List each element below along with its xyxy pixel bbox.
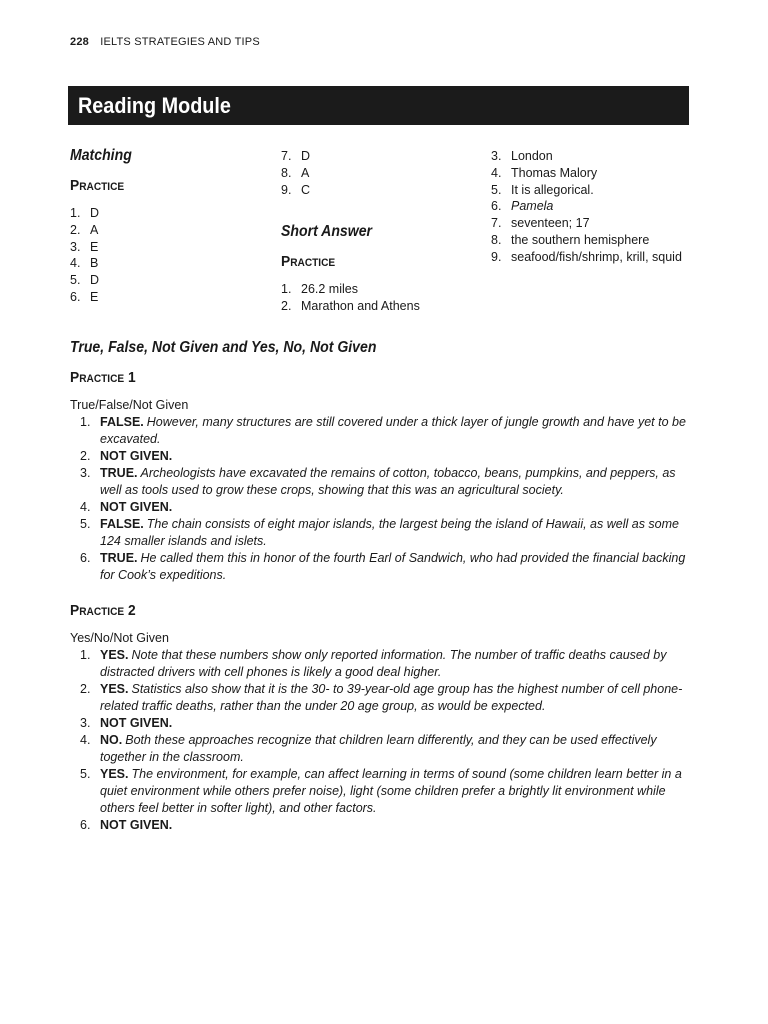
matching-answer bbox=[70, 255, 99, 272]
matching-answer bbox=[281, 165, 310, 182]
item-value: D bbox=[90, 206, 100, 220]
answer-explanation: The environment, for example, can affect learning in terms of sound (some children learn better in a quiet environment while others prefer noise), light (some children prefer a brightly lit environment while others feel better in softer light), and other factors. bbox=[100, 767, 682, 815]
item-number: 1. bbox=[281, 282, 292, 296]
short-answer-item bbox=[491, 148, 682, 165]
answer-number: 5. bbox=[80, 767, 91, 781]
answer-number: 4. bbox=[80, 733, 91, 747]
answer-item bbox=[70, 715, 692, 732]
answer-item bbox=[70, 448, 692, 465]
answer-verdict: NO. bbox=[100, 733, 123, 747]
answer-number: 2. bbox=[80, 449, 91, 463]
item-value: seventeen; 17 bbox=[511, 216, 590, 231]
answer-number: 3. bbox=[80, 716, 91, 730]
item-value: C bbox=[301, 182, 311, 197]
answer-verdict: NOT GIVEN. bbox=[100, 449, 173, 463]
matching-practice-wrap bbox=[70, 177, 129, 195]
item-number: 9. bbox=[491, 249, 502, 264]
short-answer-practice-label: Practice bbox=[281, 253, 336, 270]
answer-number: 5. bbox=[80, 517, 91, 531]
answer-item bbox=[70, 647, 692, 681]
answer-number: 6. bbox=[80, 551, 91, 565]
answer-number: 4. bbox=[80, 500, 91, 514]
item-number: 7. bbox=[281, 149, 292, 163]
item-value: A bbox=[301, 165, 310, 180]
item-value: It is allegorical. bbox=[511, 182, 594, 197]
matching-answer bbox=[70, 222, 99, 239]
item-value: Marathon and Athens bbox=[301, 298, 420, 313]
matching-answers-col1 bbox=[70, 205, 99, 306]
item-number: 2. bbox=[70, 222, 81, 237]
answer-number: 2. bbox=[80, 682, 91, 696]
item-number: 9. bbox=[281, 182, 292, 197]
item-number: 3. bbox=[70, 239, 81, 254]
answer-item bbox=[70, 414, 692, 448]
answer-verdict: YES. bbox=[100, 648, 129, 662]
matching-answer bbox=[70, 289, 99, 306]
item-number: 6. bbox=[491, 199, 502, 214]
short-answer-item bbox=[281, 281, 420, 298]
matching-answers-col2 bbox=[281, 148, 310, 198]
item-number: 4. bbox=[70, 256, 81, 271]
item-value: seafood/fish/shrimp, krill, squid bbox=[511, 249, 682, 264]
item-number: 6. bbox=[70, 289, 81, 304]
item-value: Pamela bbox=[511, 199, 554, 214]
answer-number: 1. bbox=[80, 415, 91, 429]
answer-item bbox=[70, 550, 692, 584]
item-value: Thomas Malory bbox=[511, 165, 598, 180]
practice2-label: Practice 2 bbox=[70, 602, 136, 619]
item-number: 5. bbox=[491, 182, 502, 197]
answer-item bbox=[70, 516, 692, 550]
answer-item bbox=[70, 465, 692, 499]
answer-number: 6. bbox=[80, 818, 91, 832]
practice2-answers bbox=[70, 647, 692, 834]
matching-answer bbox=[281, 182, 310, 199]
item-number: 3. bbox=[491, 149, 502, 163]
answer-item bbox=[70, 817, 692, 834]
answer-verdict: NOT GIVEN. bbox=[100, 500, 173, 514]
practice2-label-wrap bbox=[70, 602, 141, 620]
answer-verdict: FALSE. bbox=[100, 517, 144, 531]
answer-explanation: Note that these numbers show only reported information. The number of traffic deaths caused by distracted drivers with cell phones is likely a good deal higher. bbox=[100, 648, 667, 679]
answer-number: 3. bbox=[80, 466, 91, 480]
answer-explanation: The chain consists of eight major islands, the largest being the island of Hawaii, as well as some 124 smaller islands and islets. bbox=[100, 517, 679, 548]
section-title: Reading Module bbox=[78, 93, 231, 118]
matching-answer bbox=[70, 272, 99, 289]
item-number: 5. bbox=[70, 273, 81, 288]
item-number: 2. bbox=[281, 298, 292, 313]
item-number: 4. bbox=[491, 165, 502, 180]
item-value: D bbox=[90, 273, 100, 288]
matching-answer bbox=[70, 239, 99, 256]
item-value: B bbox=[90, 256, 99, 271]
short-answer-item bbox=[491, 249, 682, 266]
answer-explanation: Statistics also show that it is the 30- to 39-year-old age group has the highest number of cell phone-related traffic deaths, rather than the under 20 age group, as would be expected. bbox=[100, 682, 683, 713]
answer-verdict: FALSE. bbox=[100, 415, 144, 429]
item-number: 7. bbox=[491, 216, 502, 231]
short-answer-heading-wrap bbox=[281, 223, 384, 241]
short-answer-item bbox=[491, 182, 682, 199]
running-head bbox=[70, 36, 260, 48]
answer-explanation: Both these approaches recognize that children learn differently, and they can be used effectively together in the classroom. bbox=[100, 733, 657, 764]
item-value: A bbox=[90, 222, 99, 237]
answer-verdict: NOT GIVEN. bbox=[100, 818, 173, 832]
item-value: D bbox=[301, 149, 311, 163]
matching-practice-label: Practice bbox=[70, 177, 125, 194]
practice1-label: Practice 1 bbox=[70, 369, 136, 386]
section-banner bbox=[68, 86, 689, 125]
answer-explanation: Archeologists have excavated the remains of cotton, tobacco, beans, pumpkins, and peppers, as well as tools used to grow these crops, showing that this was an agricultural society. bbox=[100, 466, 676, 497]
answer-explanation: However, many structures are still covered under a thick layer of jungle growth and have yet to be excavated. bbox=[100, 415, 686, 446]
short-answer-col2 bbox=[281, 281, 420, 315]
short-answer-heading: Short Answer bbox=[281, 223, 373, 240]
answer-verdict: YES. bbox=[100, 767, 129, 781]
short-answer-item bbox=[491, 215, 682, 232]
matching-heading-wrap bbox=[70, 147, 140, 165]
item-value: London bbox=[511, 149, 553, 163]
item-value: 26.2 miles bbox=[301, 282, 358, 296]
answer-verdict: NOT GIVEN. bbox=[100, 716, 173, 730]
short-answer-item bbox=[491, 198, 682, 215]
page-number: 228 bbox=[70, 36, 89, 48]
short-answer-practice-wrap bbox=[281, 253, 340, 271]
answer-item bbox=[70, 499, 692, 516]
practice1-subtitle: True/False/Not Given bbox=[70, 398, 189, 412]
item-value: E bbox=[90, 239, 99, 254]
matching-heading: Matching bbox=[70, 147, 132, 164]
answer-verdict: YES. bbox=[100, 682, 129, 696]
item-number: 8. bbox=[491, 232, 502, 247]
matching-answer bbox=[70, 205, 99, 222]
tfng-heading-wrap bbox=[70, 339, 418, 357]
short-answer-item bbox=[491, 232, 682, 249]
practice1-label-wrap bbox=[70, 369, 141, 387]
answer-verdict: TRUE. bbox=[100, 551, 138, 565]
book-title: IELTS STRATEGIES AND TIPS bbox=[100, 36, 260, 48]
matching-answer bbox=[281, 148, 310, 165]
practice1-answers bbox=[70, 414, 692, 584]
item-value: the southern hemisphere bbox=[511, 232, 650, 247]
answer-verdict: TRUE. bbox=[100, 466, 138, 480]
item-value: E bbox=[90, 289, 99, 304]
answer-item bbox=[70, 766, 692, 817]
item-number: 1. bbox=[70, 206, 81, 220]
tfng-heading: True, False, Not Given and Yes, No, Not Given bbox=[70, 339, 377, 356]
short-answer-col3 bbox=[491, 148, 682, 266]
answer-number: 1. bbox=[80, 648, 91, 662]
answer-explanation: He called them this in honor of the fourth Earl of Sandwich, who had provided the financial backing for Cook’s expeditions. bbox=[100, 551, 686, 582]
item-number: 8. bbox=[281, 165, 292, 180]
practice2-subtitle: Yes/No/Not Given bbox=[70, 631, 169, 645]
short-answer-item bbox=[281, 298, 420, 315]
answer-item bbox=[70, 681, 692, 715]
answer-item bbox=[70, 732, 692, 766]
short-answer-item bbox=[491, 165, 682, 182]
